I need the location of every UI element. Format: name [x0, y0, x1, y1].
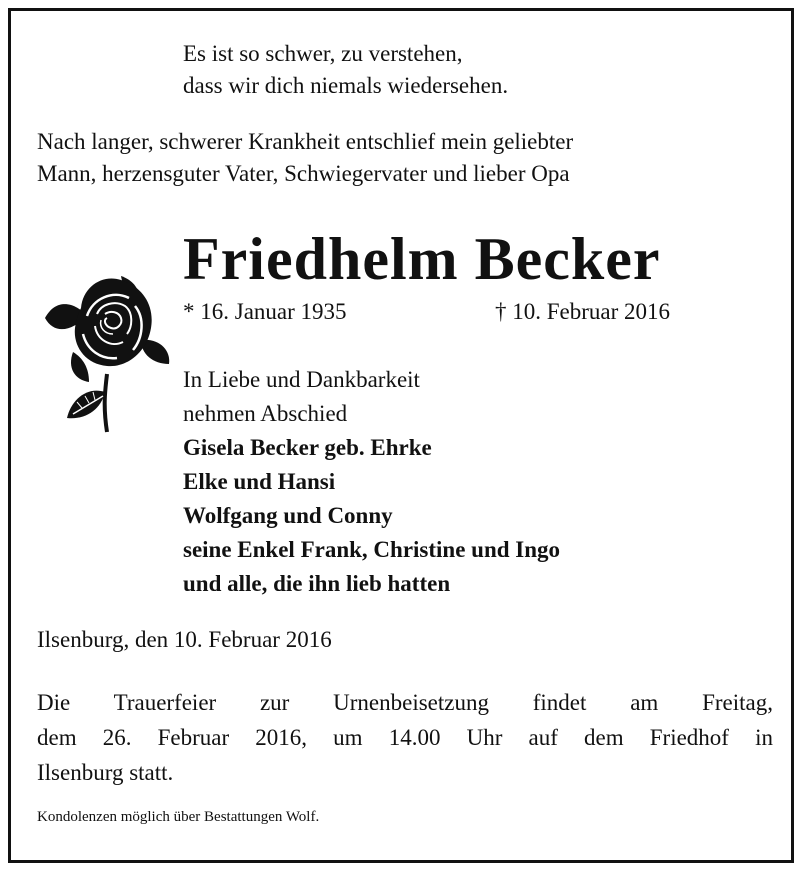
farewell-line-2: nehmen Abschied: [183, 401, 348, 426]
service-line-2: dem 26. Februar 2016, um 14.00 Uhr auf dem Friedhof in: [37, 725, 773, 750]
farewell-line-1: In Liebe und Dankbarkeit: [183, 367, 420, 392]
mourner-line: Gisela Becker geb. Ehrke: [183, 435, 432, 460]
mourner-line: Elke und Hansi: [183, 469, 336, 494]
rose-icon: [37, 256, 173, 436]
obituary-notice: [8, 8, 794, 863]
deceased-name: Friedhelm Becker: [183, 226, 661, 292]
condolence-note: Kondolenzen möglich über Bestattungen Wolf.: [37, 809, 320, 825]
verse-line-2: dass wir dich niemals wiedersehen.: [183, 73, 509, 98]
place-date: Ilsenburg, den 10. Februar 2016: [37, 627, 332, 652]
mourner-line: seine Enkel Frank, Christine und Ingo: [183, 537, 561, 562]
mourner-line: Wolfgang und Conny: [183, 503, 393, 528]
birth-date: * 16. Januar 1935: [183, 299, 347, 324]
intro-line-1: Nach langer, schwerer Krankheit entschlief mein geliebter: [37, 129, 574, 154]
death-date: † 10. Februar 2016: [495, 299, 671, 324]
intro-line-2: Mann, herzensguter Vater, Schwiegervater und lieber Opa: [37, 161, 570, 186]
service-line-3: Ilsenburg statt.: [37, 760, 174, 785]
mourner-line: und alle, die ihn lieb hatten: [183, 571, 451, 596]
service-line-1: Die Trauerfeier zur Urnenbeisetzung findet am Freitag,: [37, 690, 773, 715]
service-announcement: [37, 685, 773, 790]
verse-line-1: Es ist so schwer, zu verstehen,: [183, 41, 463, 66]
